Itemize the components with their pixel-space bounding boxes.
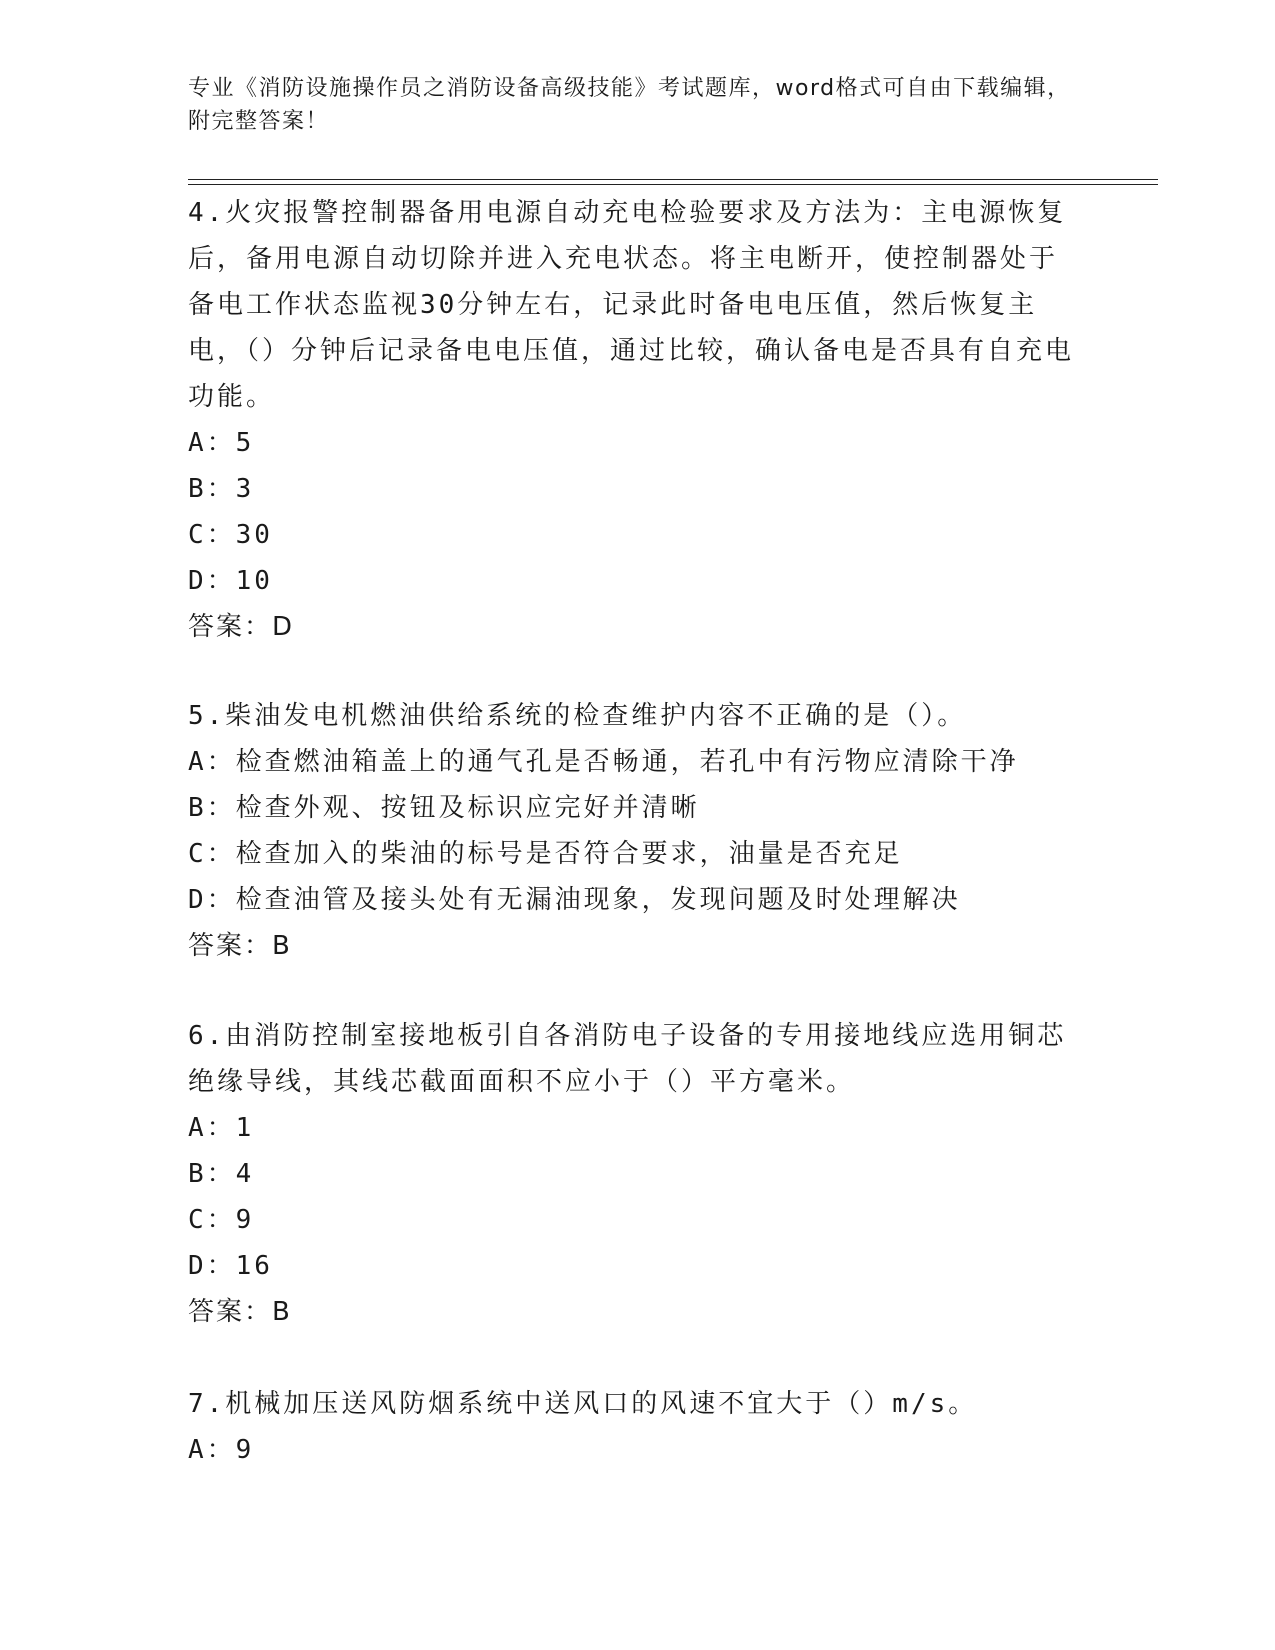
question-text: 5.柴油发电机燃油供给系统的检查维护内容不正确的是（）。 [188, 701, 967, 731]
question-text: 7.机械加压送风防烟系统中送风口的风速不宜大于（）m/s。 [188, 1389, 978, 1419]
option-c: C：30 [188, 520, 273, 550]
option-d: D：检查油管及接头处有无漏油现象，发现问题及时处理解决 [188, 885, 961, 915]
option-a: A：9 [188, 1435, 255, 1465]
question-block [188, 190, 1078, 650]
option-c: C：检查加入的柴油的标号是否符合要求，油量是否充足 [188, 839, 903, 869]
question-text: 4.火灾报警控制器备用电源自动充电检验要求及方法为：主电源恢复后，备用电源自动切除并进入充电状态。将主电断开，使控制器处于备电工作状态监视30分钟左右，记录此时备电电压值，然后恢复主电，（）分钟后记录备电电压值，通过比较，确认备电是否具有自充电功能。 [188, 198, 1075, 412]
option-b: B：检查外观、按钮及标识应完好并清晰 [188, 793, 700, 823]
header-divider-top [188, 179, 1158, 180]
question-block [188, 1013, 1078, 1335]
option-c: C：9 [188, 1205, 255, 1235]
option-b: B：4 [188, 1159, 255, 1189]
option-a: A：5 [188, 428, 255, 458]
header-divider-bottom [188, 184, 1158, 185]
option-d: D：10 [188, 566, 273, 596]
option-a: A：1 [188, 1113, 255, 1143]
question-block [188, 693, 1078, 969]
question-block [188, 1381, 1078, 1473]
answer-line: 答案：B [188, 1297, 292, 1327]
answer-line: 答案：D [188, 612, 295, 642]
option-b: B：3 [188, 474, 255, 504]
answer-line: 答案：B [188, 931, 292, 961]
question-text: 6.由消防控制室接地板引自各消防电子设备的专用接地线应选用铜芯绝缘导线，其线芯截面面积不应小于（）平方毫米。 [188, 1021, 1067, 1097]
option-a: A：检查燃油箱盖上的通气孔是否畅通，若孔中有污物应清除干净 [188, 747, 1019, 777]
option-d: D：16 [188, 1251, 273, 1281]
document-header: 专业《消防设施操作员之消防设备高级技能》考试题库，word格式可自由下载编辑，附完整答案！ [188, 76, 1071, 134]
